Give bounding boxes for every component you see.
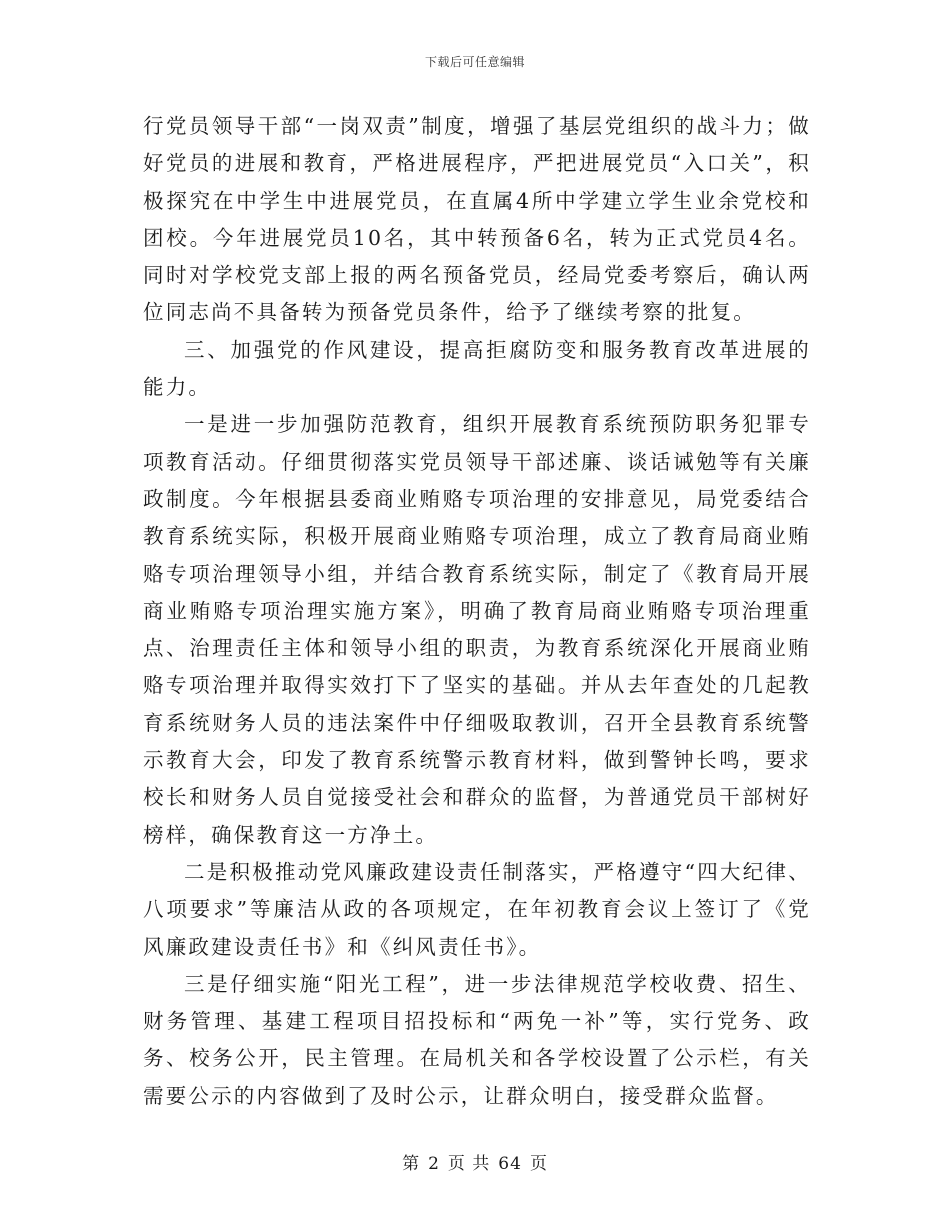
section-heading-3: 三、加强党的作风建设，提高拒腐防变和服务教育改革进展的能力。 [143,337,811,400]
footer-total-pages: 64 [498,1154,522,1174]
footer-prefix: 第 [402,1154,421,1174]
footer-current-page: 2 [428,1154,440,1174]
paragraph-item-3: 三是仔细实施“阳光工程”，进一步法律规范学校收费、招生、财务管理、基建工程项目招投标和“两免一补”等，实行党务、政务、校务公开，民主管理。在局机关和各学校设置了公示栏，有关需要公示的内容做到了及时公示，让群众明白，接受群众监督。 [143,971,811,1108]
page-footer [0,1149,950,1174]
page-header-note: 下载后可任意编辑 [424,55,525,69]
paragraph-continuation: 行党员领导干部“一岗双责”制度，增强了基层党组织的战斗力；做好党员的进展和教育，严格进展程序，严把进展党员“入口关”，积极探究在中学生中进展党员，在直属4所中学建立学生业余党校和团校。今年进展党员10名，其中转预备6名，转为正式党员4名。同时对学校党支部上报的两名预备党员，经局党委考察后，确认两位同志尚不具备转为预备党员条件，给予了继续考察的批复。 [143,114,811,325]
paragraph-item-1: 一是进一步加强防范教育，组织开展教育系统预防职务犯罪专项教育活动。仔细贯彻落实党员领导干部述廉、谈话诫勉等有关廉政制度。今年根据县委商业贿赂专项治理的安排意见，局党委结合教育系统实际，积极开展商业贿赂专项治理，成立了教育局商业贿赂专项治理领导小组，并结合教育系统实际，制定了《教育局开展商业贿赂专项治理实施方案》，明确了教育局商业贿赂专项治理重点、治理责任主体和领导小组的职责，为教育系统深化开展商业贿赂专项治理并取得实效打下了坚实的基础。并从去年查处的几起教育系统财务人员的违法案件中仔细吸取教训，召开全县教育系统警示教育大会，印发了教育系统警示教育材料，做到警钟长鸣，要求校长和财务人员自觉接受社会和群众的监督，为普通党员干部树好榜样，确保教育这一方净土。 [143,412,811,847]
footer-suffix: 页 [529,1154,548,1174]
paragraph-item-2: 二是积极推动党风廉政建设责任制落实，严格遵守“四大纪律、八项要求”等廉洁从政的各项规定，在年初教育会议上签订了《党风廉政建设责任书》和《纠风责任书》。 [143,859,811,959]
footer-middle: 页 共 [447,1154,491,1174]
document-body [143,108,811,1115]
